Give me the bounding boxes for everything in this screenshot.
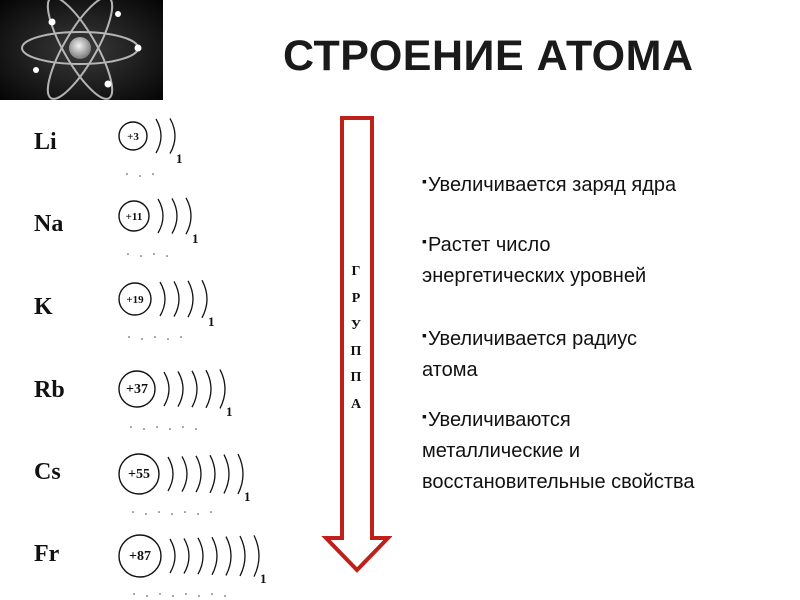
electron-shell-arc xyxy=(226,537,231,576)
outer-electron-count: 1 xyxy=(260,571,267,586)
electron-shell-arc xyxy=(196,456,201,492)
electron-shell-arc xyxy=(202,280,207,318)
nuclear-charge-label: +3 xyxy=(127,131,139,143)
atom-diagram-na xyxy=(119,198,199,257)
element-symbol-li: Li xyxy=(34,129,57,155)
electron-shell-arc xyxy=(240,536,245,576)
bullet-text: Увеличивается заряд ядра xyxy=(427,174,677,196)
electron-shell-arc xyxy=(224,455,229,494)
element-symbol-fr: Fr xyxy=(34,541,60,567)
bullet-atomic-radius xyxy=(422,320,782,386)
bullet-text: Увеличивается радиус xyxy=(427,328,638,350)
group-letter: П xyxy=(350,370,362,385)
electron-shell-arc xyxy=(238,454,243,494)
electron-shell-arc xyxy=(156,119,161,153)
group-letter: Р xyxy=(351,291,361,306)
electron-shell-arc xyxy=(188,281,193,317)
electron-shell-arc xyxy=(178,371,183,406)
electron-shell-arc xyxy=(170,539,175,573)
dotted-separator xyxy=(130,426,197,430)
nuclear-charge-label: +37 xyxy=(126,382,148,397)
nuclear-charge-label: +11 xyxy=(125,211,143,223)
dotted-separator xyxy=(133,593,226,597)
group-letter: П xyxy=(350,344,362,359)
bullet-energy-levels xyxy=(422,226,782,292)
nuclear-charge-label: +19 xyxy=(126,294,144,306)
page-title: СТРОЕНИЕ АТОМА xyxy=(283,32,694,80)
electron-shell-arc xyxy=(186,198,191,234)
dotted-separator xyxy=(126,173,154,177)
square-bullet-icon: ▪ xyxy=(422,327,427,343)
electron-shell-arc xyxy=(198,538,203,574)
element-symbol-k: K xyxy=(34,294,53,320)
atom-diagram-cs xyxy=(119,454,251,515)
electron-shell-arc xyxy=(160,282,165,316)
outer-electron-count: 1 xyxy=(244,489,251,504)
group-letter: А xyxy=(350,397,362,412)
electron-shell-arc xyxy=(174,281,179,316)
outer-electron-count: 1 xyxy=(208,314,215,329)
atom-diagram-fr xyxy=(119,535,267,597)
bullet-text: Увеличиваются xyxy=(427,409,571,431)
outer-electron-count: 1 xyxy=(226,404,233,419)
group-letter: Г xyxy=(351,264,361,279)
bullet-text: восстановительные свойства xyxy=(422,471,695,493)
bullet-metallic-properties xyxy=(422,401,782,498)
square-bullet-icon: ▪ xyxy=(422,408,427,424)
outer-electron-count: 1 xyxy=(192,231,199,246)
nuclear-charge-label: +87 xyxy=(129,549,151,564)
electron-shell-arc xyxy=(206,370,211,408)
element-symbol-na: Na xyxy=(34,211,64,237)
bullet-nuclear-charge xyxy=(422,166,782,201)
atom-diagram-rb xyxy=(119,370,233,430)
dotted-separator xyxy=(132,511,212,515)
electron-shell-arc xyxy=(164,372,169,406)
nuclear-charge-label: +55 xyxy=(128,467,150,482)
electron-shell-arc xyxy=(254,535,259,576)
electron-shell-arc xyxy=(182,456,187,491)
element-symbol-rb: Rb xyxy=(34,377,65,403)
atom-diagram-li xyxy=(119,118,183,176)
atom-diagram-k xyxy=(119,280,215,340)
group-letter: У xyxy=(350,318,362,333)
electron-shell-arc xyxy=(158,199,163,233)
bullet-text: Растет число xyxy=(427,234,551,256)
bullet-text: энергетических уровней xyxy=(422,265,647,287)
square-bullet-icon: ▪ xyxy=(422,173,427,189)
electron-shell-arc xyxy=(172,198,177,233)
electron-shell-arc xyxy=(168,457,173,491)
dotted-separator xyxy=(128,336,182,340)
bullet-text: атома xyxy=(422,359,478,381)
electron-shell-arc xyxy=(210,455,215,493)
bullet-text: металлические и xyxy=(422,440,581,462)
element-symbol-cs: Cs xyxy=(34,459,61,485)
electron-shell-arc xyxy=(212,537,217,575)
electron-shell-arc xyxy=(170,118,175,153)
outer-electron-count: 1 xyxy=(176,151,183,166)
electron-shell-arc xyxy=(220,370,225,409)
electron-shell-arc xyxy=(184,538,189,573)
electron-shell-arc xyxy=(192,371,197,407)
dotted-separator xyxy=(127,253,168,257)
square-bullet-icon: ▪ xyxy=(422,233,427,249)
